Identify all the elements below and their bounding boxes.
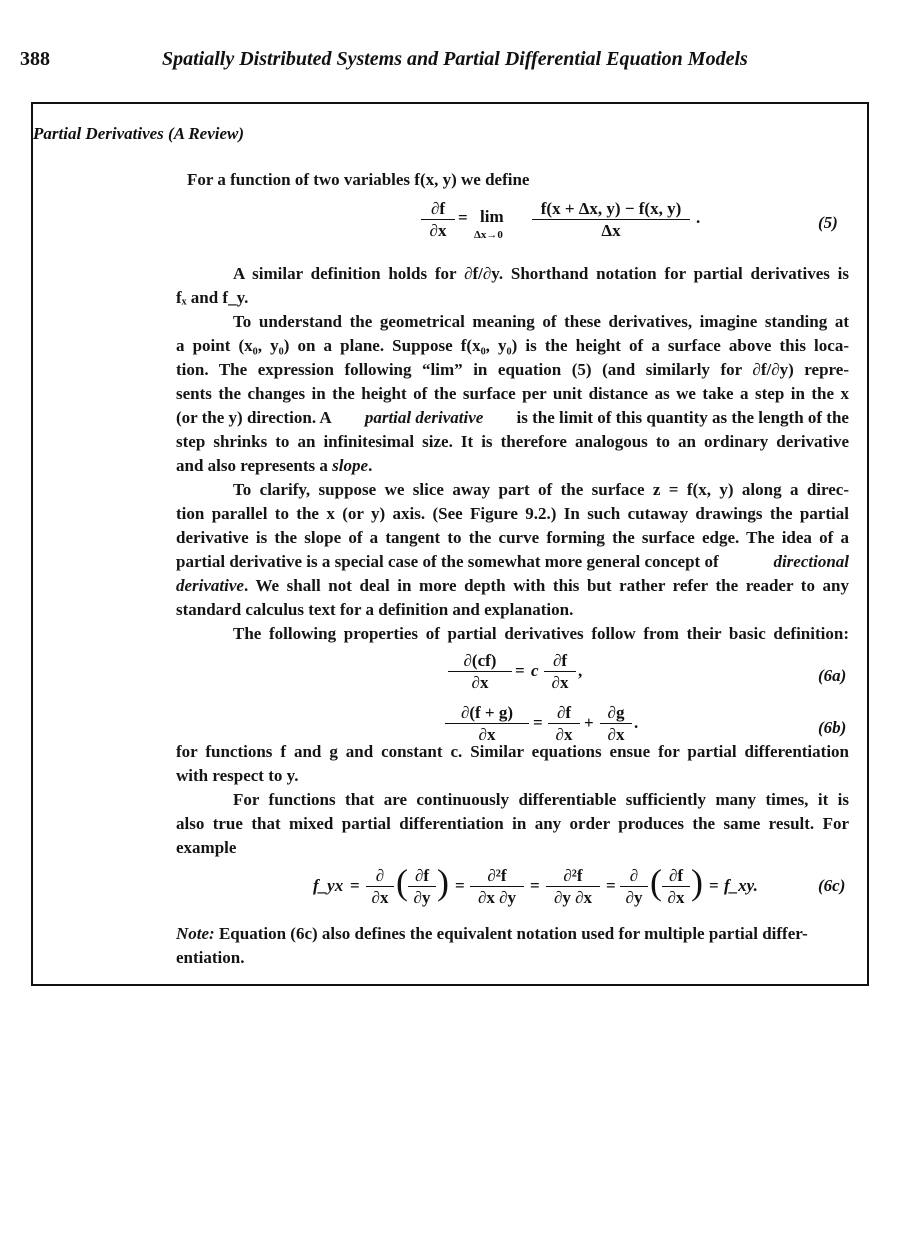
intro-line: For a function of two variables f(x, y) we define xyxy=(187,170,530,189)
eq6c-in1: $\frac{\partial f}{\partial y}$ xyxy=(408,865,436,908)
eq6c-m2: $\frac{\text{∂²f}}{\partial y \partial x}$ xyxy=(546,865,600,908)
eq6c-in2: $\frac{\partial f}{\partial x}$ xyxy=(662,865,690,908)
eq6a-number: (6a) xyxy=(818,666,847,685)
eq6b-term2: $\frac{\partial g}{\partial x}$ xyxy=(600,702,632,745)
para4-line: The following properties of partial derivatives follow from their basic definition: xyxy=(233,624,849,643)
para5-line1: for functions f and g and constant c. Similar equations ensue for partial differentiation xyxy=(176,742,849,761)
para3-line4: partial derivative is a special case of the somewhat more general concept of directional xyxy=(176,550,849,574)
para2-line4: sents the changes in the height of the surface per unit distance as we take a step in the x xyxy=(176,384,849,403)
right-paren-2: ) xyxy=(691,862,703,902)
para2-line5: (or the y) direction. A partial derivative is the limit of this quantity as the length of the xyxy=(176,406,849,430)
para2-line2: a point (x₀, y₀) on a plane. Suppose f(x₀, y₀) is the height of a surface above this loca- xyxy=(176,336,849,355)
para5-line2: with respect to y. xyxy=(176,766,299,785)
eq5-rhs: $\frac{f(x + \Delta x, y) - f(x, y)}{\Delta x}$ xyxy=(532,198,690,241)
para6-line2: also true that mixed partial differentiation in any order produces the same result. For xyxy=(176,814,849,833)
note-label: Note: xyxy=(176,924,215,943)
right-paren: ) xyxy=(437,862,449,902)
para3-line6: standard calculus text for a definition and explanation. xyxy=(176,600,574,619)
term-derivative: derivative xyxy=(176,576,244,595)
running-title: Spatially Distributed Systems and Partial Differential Equation Models xyxy=(162,48,748,70)
para3-line1: To clarify, suppose we slice away part of the surface z = f(x, y) along a direc- xyxy=(233,480,849,499)
left-paren: ( xyxy=(396,862,408,902)
eq6b-term1: $\frac{\partial f}{\partial x}$ xyxy=(548,702,580,745)
para2-line7: and also represents a slope. xyxy=(176,456,373,475)
eq6a-lhs: $\frac{\partial(cf)}{\partial x}$ xyxy=(448,650,512,693)
eq6b-number: (6b) xyxy=(818,718,847,737)
eq5-lhs: $\frac{\partial f}{\partial x}$ xyxy=(421,198,455,241)
eq6a-rhs: $\frac{\partial f}{\partial x}$ xyxy=(544,650,576,693)
para6-line3: example xyxy=(176,838,237,857)
eq5-number: (5) xyxy=(818,213,838,232)
note-line1: Note: Equation (6c) also defines the equivalent notation used for multiple partial differ- xyxy=(176,924,808,943)
term-slope: slope xyxy=(332,456,369,475)
para6-line1: For functions that are continuously differentiable sufficiently many times, it is xyxy=(233,790,849,809)
para1-line1: A similar definition holds for ∂f/∂y. Shorthand notation for partial derivatives is xyxy=(233,264,849,283)
para1-line2: fₓ and f_y. xyxy=(176,288,249,307)
note-line2: entiation. xyxy=(176,948,245,967)
para3-line3: derivative is the slope of a tangent to the curve forming the surface edge. The idea of a xyxy=(176,528,849,547)
eq6c-d1: ∂ ∂x xyxy=(366,865,394,908)
eq6c-d2: ∂ ∂y xyxy=(620,865,648,908)
para2-line6: step shrinks to an infinitesimal size. It is therefore analogous to an ordinary derivative xyxy=(176,432,849,451)
box-title: Partial Derivatives (A Review) xyxy=(33,124,245,143)
eq6b-lhs: $\frac{\partial(f + g)}{\partial x}$ xyxy=(445,702,529,745)
page-number: 388 xyxy=(20,48,50,70)
para2-line3: tion. The expression following “lim” in equation (5) (and similarly for ∂f/∂y) repre- xyxy=(176,360,849,379)
eq6c-number: (6c) xyxy=(818,876,846,895)
para3-line2: tion parallel to the x (or y) axis. (See Figure 9.2.) In such cutaway drawings the partial xyxy=(176,504,849,523)
para2-line1: To understand the geometrical meaning of these derivatives, imagine standing at xyxy=(233,312,849,331)
para3-line5: derivative . We shall not deal in more depth with this but rather refer the reader to any xyxy=(176,574,849,598)
left-paren-2: ( xyxy=(650,862,662,902)
page-header xyxy=(20,48,880,78)
eq6c-m1: $\frac{\text{∂²f}}{\partial x \partial y}$ xyxy=(470,865,524,908)
term-directional: directional xyxy=(773,552,849,571)
term-partial-derivative: partial derivative xyxy=(364,408,484,427)
